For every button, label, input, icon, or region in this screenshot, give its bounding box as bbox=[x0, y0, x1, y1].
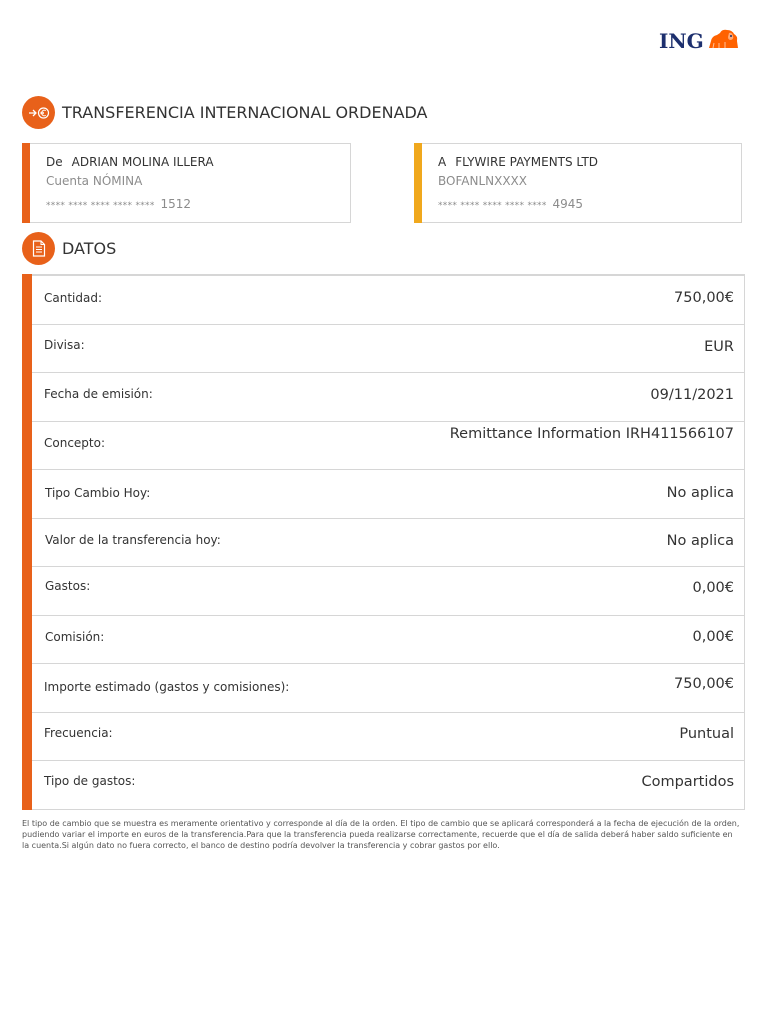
beneficiary-account-card bbox=[414, 143, 742, 223]
origin-account-card bbox=[22, 143, 351, 223]
lion-icon bbox=[707, 28, 740, 54]
page-title: TRANSFERENCIA INTERNACIONAL ORDENADA bbox=[62, 103, 428, 122]
table-row bbox=[32, 518, 744, 567]
document-icon bbox=[22, 232, 55, 265]
account-mask: **** **** **** **** **** bbox=[438, 201, 547, 211]
to-prefix: A bbox=[438, 155, 447, 169]
from-prefix: De bbox=[46, 155, 63, 169]
row-value: 09/11/2021 bbox=[650, 387, 734, 403]
row-value: 0,00€ bbox=[692, 580, 734, 596]
table-row bbox=[32, 760, 744, 809]
row-label: Tipo de gastos: bbox=[44, 774, 136, 788]
origin-holder bbox=[46, 155, 214, 169]
table-row bbox=[32, 615, 744, 664]
accent-bar bbox=[22, 274, 32, 810]
ing-logo bbox=[659, 28, 740, 54]
datos-table bbox=[22, 274, 745, 810]
row-label: Valor de la transferencia hoy: bbox=[45, 532, 221, 547]
row-label: Importe estimado (gastos y comisiones): bbox=[44, 680, 290, 694]
table-row bbox=[32, 421, 744, 470]
account-last-digits: 4945 bbox=[552, 197, 584, 211]
disclaimer-note: El tipo de cambio que se muestra es meramente orientativo y corresponde al día de la orden. El tipo de cambio que se aplicará corresponderá a la fecha de ejecución de la orden, pudiendo variar el importe en euros de la transferencia.Para que la transferencia pueda realizarse correctamente, recuerde que el día de salida deberá haber saldo suficiente en la cuenta.Si algún dato no fuera correcto, el banco de destino podría devolver la transferencia y cobrar gastos por ello. bbox=[22, 819, 740, 850]
beneficiary-name: FLYWIRE PAYMENTS LTD bbox=[455, 155, 599, 169]
transfer-euro-icon bbox=[22, 96, 55, 129]
row-label: Tipo Cambio Hoy: bbox=[45, 486, 151, 500]
row-label: Comisión: bbox=[45, 629, 105, 644]
row-label: Concepto: bbox=[44, 435, 106, 450]
table-row bbox=[32, 372, 744, 421]
table-row bbox=[32, 566, 744, 615]
accent-bar bbox=[22, 143, 30, 223]
row-label: Fecha de emisión: bbox=[44, 387, 153, 401]
row-label: Frecuencia: bbox=[44, 725, 113, 740]
row-value: Remittance Information IRH411566107 bbox=[449, 425, 734, 442]
transfer-header bbox=[22, 96, 428, 129]
datos-header bbox=[22, 232, 116, 265]
table-row bbox=[32, 663, 744, 712]
table-row bbox=[32, 324, 744, 373]
beneficiary-holder bbox=[438, 155, 598, 169]
account-last-digits: 1512 bbox=[160, 197, 192, 211]
table-row bbox=[32, 712, 744, 761]
row-value: Compartidos bbox=[641, 774, 734, 790]
beneficiary-bic: BOFANLNXXXX bbox=[438, 174, 527, 188]
row-value: 750,00€ bbox=[674, 290, 734, 306]
table-row bbox=[32, 469, 744, 518]
row-label: Gastos: bbox=[45, 579, 91, 593]
datos-title: DATOS bbox=[62, 239, 117, 258]
row-label: Cantidad: bbox=[44, 291, 103, 305]
origin-name: ADRIAN MOLINA ILLERA bbox=[71, 155, 214, 169]
row-value: No aplica bbox=[666, 532, 734, 549]
row-value: Puntual bbox=[679, 725, 734, 742]
origin-account-type: Cuenta NÓMINA bbox=[46, 174, 143, 188]
accent-bar bbox=[414, 143, 422, 223]
row-value: No aplica bbox=[666, 485, 734, 501]
account-mask: **** **** **** **** **** bbox=[46, 201, 155, 211]
table-row bbox=[32, 275, 744, 324]
row-value: 0,00€ bbox=[692, 628, 734, 645]
beneficiary-account-number bbox=[438, 197, 583, 211]
origin-account-number bbox=[46, 197, 191, 211]
row-value: EUR bbox=[704, 338, 734, 355]
logo-text: ING bbox=[659, 29, 704, 53]
row-value: 750,00€ bbox=[674, 676, 734, 692]
row-label: Divisa: bbox=[44, 337, 85, 352]
